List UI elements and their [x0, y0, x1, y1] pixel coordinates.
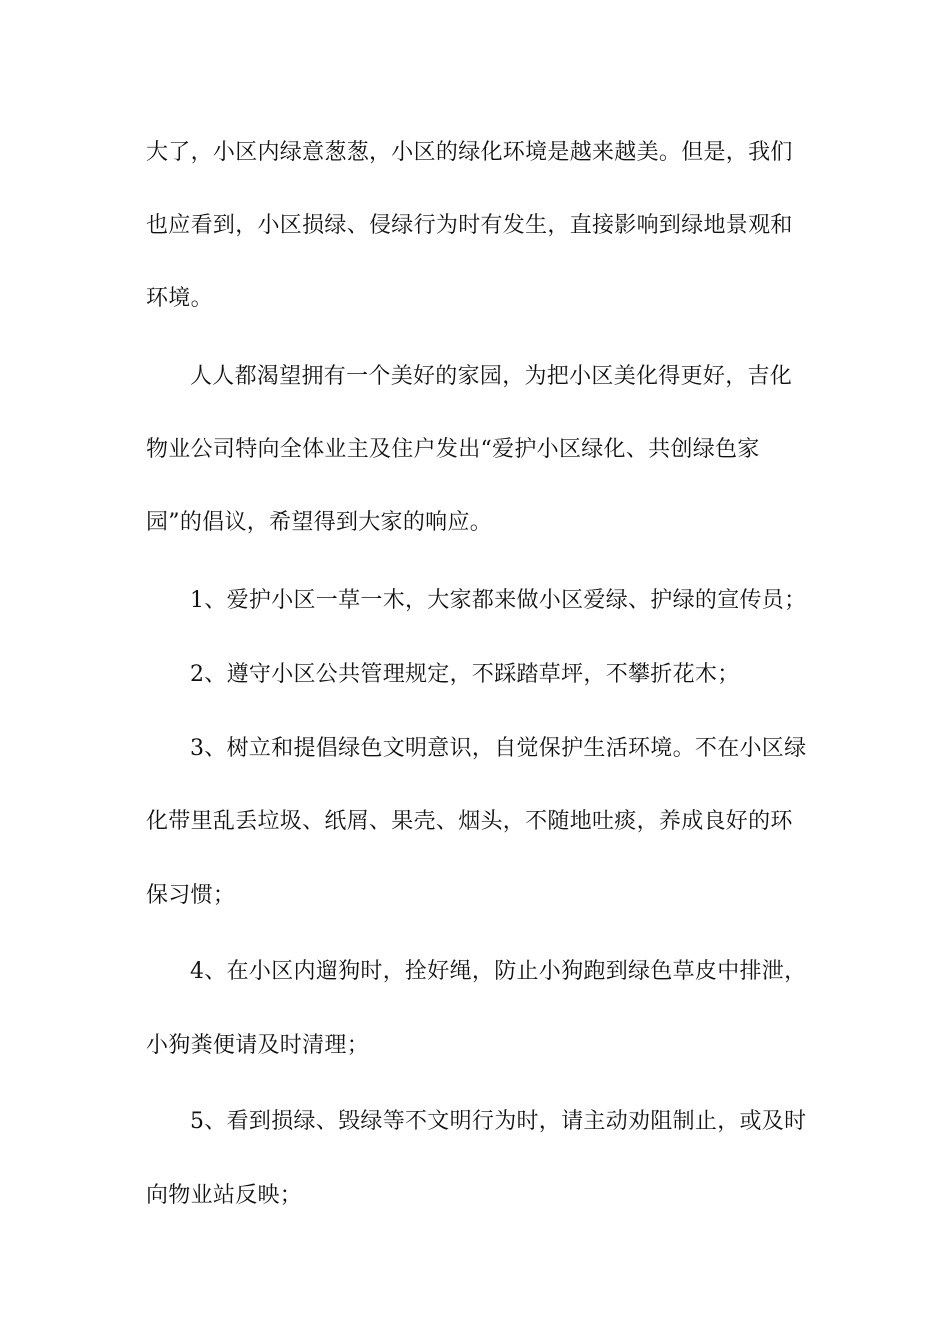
list-item-1: 1、爱护小区一草一木，大家都来做小区爱绿、护绿的宣传员；: [190, 588, 807, 613]
list-item-4-continued: 小狗粪便请及时清理；: [146, 1033, 370, 1058]
list-item-5: 5、看到损绿、毁绿等不文明行为时，请主动劝阻制止，或及时: [190, 1109, 807, 1134]
paragraph-line: 人人都渴望拥有一个美好的家园，为把小区美化得更好，吉化: [190, 364, 793, 389]
list-item-2: 2、遵守小区公共管理规定，不踩踏草坪，不攀折花木；: [190, 662, 740, 687]
list-item-3: 3、树立和提倡绿色文明意识，自觉保护生活环境。不在小区绿: [190, 736, 807, 761]
paragraph-line: 大了，小区内绿意葱葱，小区的绿化环境是越来越美。但是，我们: [146, 140, 793, 165]
list-item-3-continued: 保习惯；: [146, 883, 236, 908]
paragraph-line: 物业公司特向全体业主及住户发出“爱护小区绿化、共创绿色家: [146, 437, 760, 462]
list-item-3-continued: 化带里乱丢垃圾、纸屑、果壳、烟头，不随地吐痰，养成良好的环: [146, 809, 793, 834]
list-item-5-continued: 向物业站反映；: [146, 1183, 303, 1208]
paragraph-line: 环境。: [146, 286, 213, 311]
paragraph-line: 也应看到，小区损绿、侵绿行为时有发生，直接影响到绿地景观和: [146, 213, 793, 238]
list-item-4: 4、在小区内遛狗时，拴好绳，防止小狗跑到绿色草皮中排泄，: [190, 959, 807, 984]
paragraph-line: 园”的倡议，希望得到大家的响应。: [146, 510, 493, 535]
